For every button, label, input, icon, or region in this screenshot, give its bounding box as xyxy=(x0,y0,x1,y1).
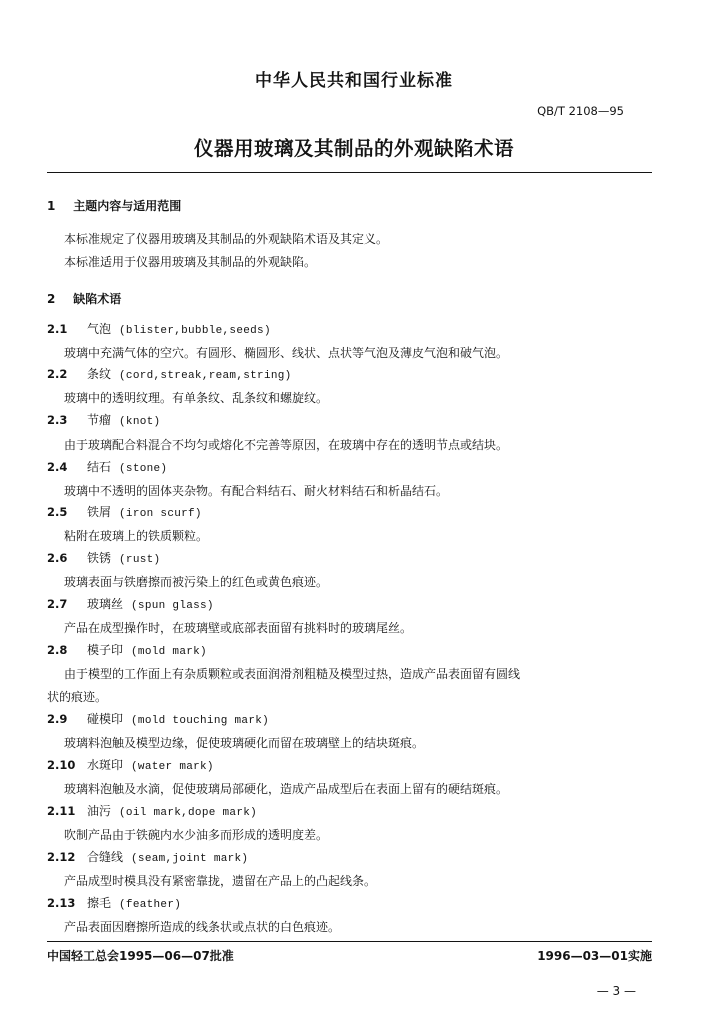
term-number: 2.4 xyxy=(47,460,68,474)
effective-date: 1996—03—01实施 xyxy=(537,949,652,963)
term-english: (seam,joint mark) xyxy=(131,853,249,865)
term-definition: 玻璃料泡触及模型边缘，促使玻璃硬化而留在玻璃壁上的结块斑痕。 xyxy=(64,736,425,750)
term-english: (cord,streak,ream,string) xyxy=(119,370,292,382)
term-heading xyxy=(47,802,257,819)
section-1-line-1: 本标准规定了仪器用玻璃及其制品的外观缺陷术语及其定义。 xyxy=(64,232,389,246)
term-chinese: 油污 xyxy=(87,804,112,818)
standard-number: QB/T 2108—95 xyxy=(537,104,624,118)
section-1-number: 1 xyxy=(47,199,56,213)
top-rule xyxy=(47,172,652,173)
document-title: 仪器用玻璃及其制品的外观缺陷术语 xyxy=(193,137,514,160)
term-heading xyxy=(47,595,214,612)
term-number: 2.3 xyxy=(47,413,68,427)
term-chinese: 模子印 xyxy=(87,643,124,657)
term-number: 2.7 xyxy=(47,597,68,611)
term-heading xyxy=(47,756,214,773)
term-heading xyxy=(47,365,292,382)
term-english: (knot) xyxy=(119,416,161,428)
section-2-heading xyxy=(47,290,121,307)
term-definition: 吹制产品由于铁碗内水少油多而形成的透明度差。 xyxy=(64,828,329,842)
term-definition: 玻璃中充满气体的空穴。有圆形、椭圆形、线状、点状等气泡及薄皮气泡和破气泡。 xyxy=(64,346,509,360)
term-chinese: 铁屑 xyxy=(87,505,112,519)
section-1-title: 主题内容与适用范围 xyxy=(73,199,182,213)
term-number: 2.8 xyxy=(47,643,68,657)
term-chinese: 节瘤 xyxy=(87,413,112,427)
term-chinese: 气泡 xyxy=(87,322,112,336)
term-english: (iron scurf) xyxy=(119,508,202,520)
term-heading xyxy=(47,549,160,566)
term-number: 2.2 xyxy=(47,367,68,381)
bottom-rule xyxy=(47,941,652,942)
term-chinese: 结石 xyxy=(87,460,112,474)
term-definition: 由于玻璃配合料混合不均匀或熔化不完善等原因，在玻璃中存在的透明节点或结块。 xyxy=(64,438,509,452)
term-definition: 粘附在玻璃上的铁质颗粒。 xyxy=(64,529,209,543)
term-english: (mold mark) xyxy=(131,646,207,658)
term-english: (rust) xyxy=(119,554,161,566)
term-number: 2.9 xyxy=(47,712,68,726)
term-definition: 玻璃表面与铁磨擦而被污染上的红色或黄色痕迹。 xyxy=(64,575,329,589)
term-chinese: 铁锈 xyxy=(87,551,112,565)
term-number: 2.6 xyxy=(47,551,68,565)
org-title: 中华人民共和国行业标准 xyxy=(255,71,453,91)
term-chinese: 水斑印 xyxy=(87,758,124,772)
term-english: (mold touching mark) xyxy=(131,715,270,727)
term-heading xyxy=(47,458,167,475)
term-definition-continuation: 状的痕迹。 xyxy=(47,690,108,704)
term-number: 2.5 xyxy=(47,505,68,519)
term-english: (blister,bubble,seeds) xyxy=(119,325,271,337)
section-2-title: 缺陷术语 xyxy=(73,292,122,306)
term-number: 2.13 xyxy=(47,896,76,910)
term-definition: 玻璃料泡触及水滴，促使玻璃局部硬化，造成产品成型后在表面上留有的硬结斑痕。 xyxy=(64,782,509,796)
term-english: (water mark) xyxy=(131,761,214,773)
term-heading xyxy=(47,848,248,865)
approval-date: 中国轻工总会1995—06—07批准 xyxy=(47,949,234,963)
term-heading xyxy=(47,894,181,911)
term-definition: 产品表面因磨擦所造成的线条状或点状的白色痕迹。 xyxy=(64,920,341,934)
term-heading xyxy=(47,320,271,337)
term-english: (oil mark,dope mark) xyxy=(119,807,258,819)
term-chinese: 擦毛 xyxy=(87,896,112,910)
term-chinese: 碰模印 xyxy=(87,712,124,726)
term-number: 2.1 xyxy=(47,322,68,336)
page-number: — 3 — xyxy=(596,984,636,998)
term-english: (stone) xyxy=(119,463,168,475)
section-1-heading xyxy=(47,197,181,214)
term-heading xyxy=(47,641,207,658)
term-definition: 由于模型的工作面上有杂质颗粒或表面润滑剂粗糙及模型过热，造成产品表面留有圆线 xyxy=(64,667,521,681)
term-definition: 产品在成型操作时，在玻璃壁或底部表面留有挑料时的玻璃尾丝。 xyxy=(64,621,413,635)
term-english: (feather) xyxy=(119,899,182,911)
term-chinese: 玻璃丝 xyxy=(87,597,124,611)
term-heading xyxy=(47,411,160,428)
term-number: 2.11 xyxy=(47,804,76,818)
section-1-line-2: 本标准适用于仪器用玻璃及其制品的外观缺陷。 xyxy=(64,255,317,269)
term-heading xyxy=(47,503,202,520)
term-definition: 产品成型时模具没有紧密靠拢，遗留在产品上的凸起线条。 xyxy=(64,874,377,888)
term-chinese: 合缝线 xyxy=(87,850,124,864)
term-english: (spun glass) xyxy=(131,600,214,612)
term-number: 2.12 xyxy=(47,850,76,864)
term-number: 2.10 xyxy=(47,758,76,772)
term-chinese: 条纹 xyxy=(87,367,112,381)
term-heading xyxy=(47,710,269,727)
term-definition: 玻璃中不透明的固体夹杂物。有配合料结石、耐火材料结石和析晶结石。 xyxy=(64,484,449,498)
section-2-number: 2 xyxy=(47,292,56,306)
term-definition: 玻璃中的透明纹理。有单条纹、乱条纹和螺旋纹。 xyxy=(64,391,329,405)
